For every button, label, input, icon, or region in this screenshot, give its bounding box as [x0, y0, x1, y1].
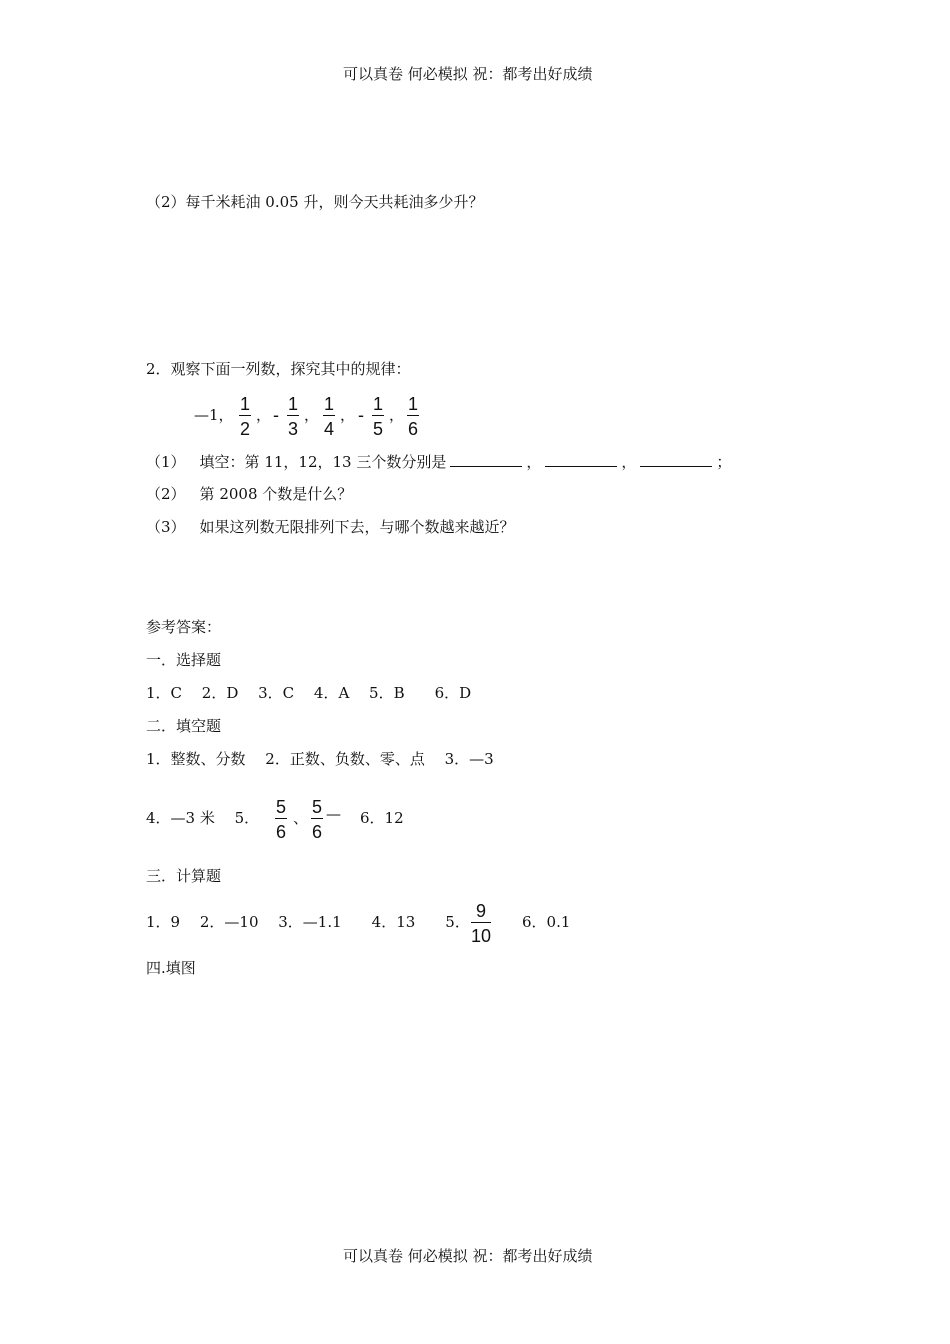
minus-sign: -	[358, 405, 364, 425]
sequence-comma: ，	[256, 406, 272, 424]
negative-dash: —	[326, 805, 341, 823]
sequence-comma: ，	[304, 406, 320, 424]
answer-blank-2[interactable]	[545, 454, 617, 467]
sub-question-1-text: 填空：第 11，12，13 三个数分别是	[199, 453, 447, 471]
answer-blank-1[interactable]	[450, 454, 522, 467]
sub-question-3-label: （3）	[146, 518, 186, 536]
section-3-title: 三．计算题	[146, 867, 222, 885]
answer-fraction-9-10: 9 10	[471, 901, 492, 947]
section-2-answers-line-2-end: 6．12	[360, 809, 404, 827]
page-footer: 可以真卷 何必模拟 祝：都考出好成绩	[343, 1247, 593, 1265]
sub-question-2-label: （2）	[146, 485, 186, 503]
sub-question-2-text: 第 2008 个数是什么？	[199, 485, 353, 503]
section-2-title: 二．填空题	[146, 717, 222, 735]
minus-sign: -	[273, 405, 279, 425]
sub-question-1-label: （1）	[146, 453, 186, 471]
separator: ，	[526, 453, 542, 471]
answers-title: 参考答案：	[146, 618, 222, 636]
sequence-fraction-5: 1 6	[408, 394, 419, 440]
section-2-answers-line-1: 1．整数、分数 2．正数、负数、零、点 3．—3	[146, 750, 494, 768]
question-2-stem: 2．观察下面一列数，探究其中的规律：	[146, 360, 411, 378]
sub-question-1	[146, 454, 731, 470]
answer-blank-3[interactable]	[640, 454, 712, 467]
section-3-answers-start: 1．9 2．—10 3．—1.1 4．13 5．	[146, 913, 470, 931]
sub-question-3-text: 如果这列数无限排列下去，与哪个数越来越近？	[199, 518, 515, 536]
section-2-answers-line-2-start: 4．—3 米 5．	[146, 809, 260, 827]
section-1-answers: 1．C 2．D 3．C 4．A 5．B 6．D	[146, 684, 472, 702]
section-4-title: 四.填图	[146, 959, 196, 977]
sequence-comma: ，	[340, 406, 356, 424]
sub-question-3	[146, 520, 515, 535]
section-1-title: 一．选择题	[146, 651, 222, 669]
separator: 、	[293, 809, 309, 827]
sub-question-2	[146, 487, 352, 502]
sequence-fraction-3: 1 4	[324, 394, 335, 440]
separator: ，	[621, 453, 637, 471]
sequence-first-term: —1，	[194, 406, 234, 424]
sequence-fraction-1: 1 2	[240, 394, 251, 440]
terminator: ；	[716, 453, 732, 471]
sequence-fraction-2: 1 3	[288, 394, 299, 440]
page-header: 可以真卷 何必模拟 祝：都考出好成绩	[343, 65, 593, 83]
answer-fraction-5-6-b: 5 6	[312, 797, 323, 843]
sequence-comma: ，	[389, 406, 405, 424]
question-1-part-2: （2）每千米耗油 0.05 升，则今天共耗油多少升？	[146, 193, 484, 211]
answer-fraction-5-6-a: 5 6	[276, 797, 287, 843]
section-3-answers-end: 6．0.1	[522, 913, 571, 931]
sequence-fraction-4: 1 5	[373, 394, 384, 440]
